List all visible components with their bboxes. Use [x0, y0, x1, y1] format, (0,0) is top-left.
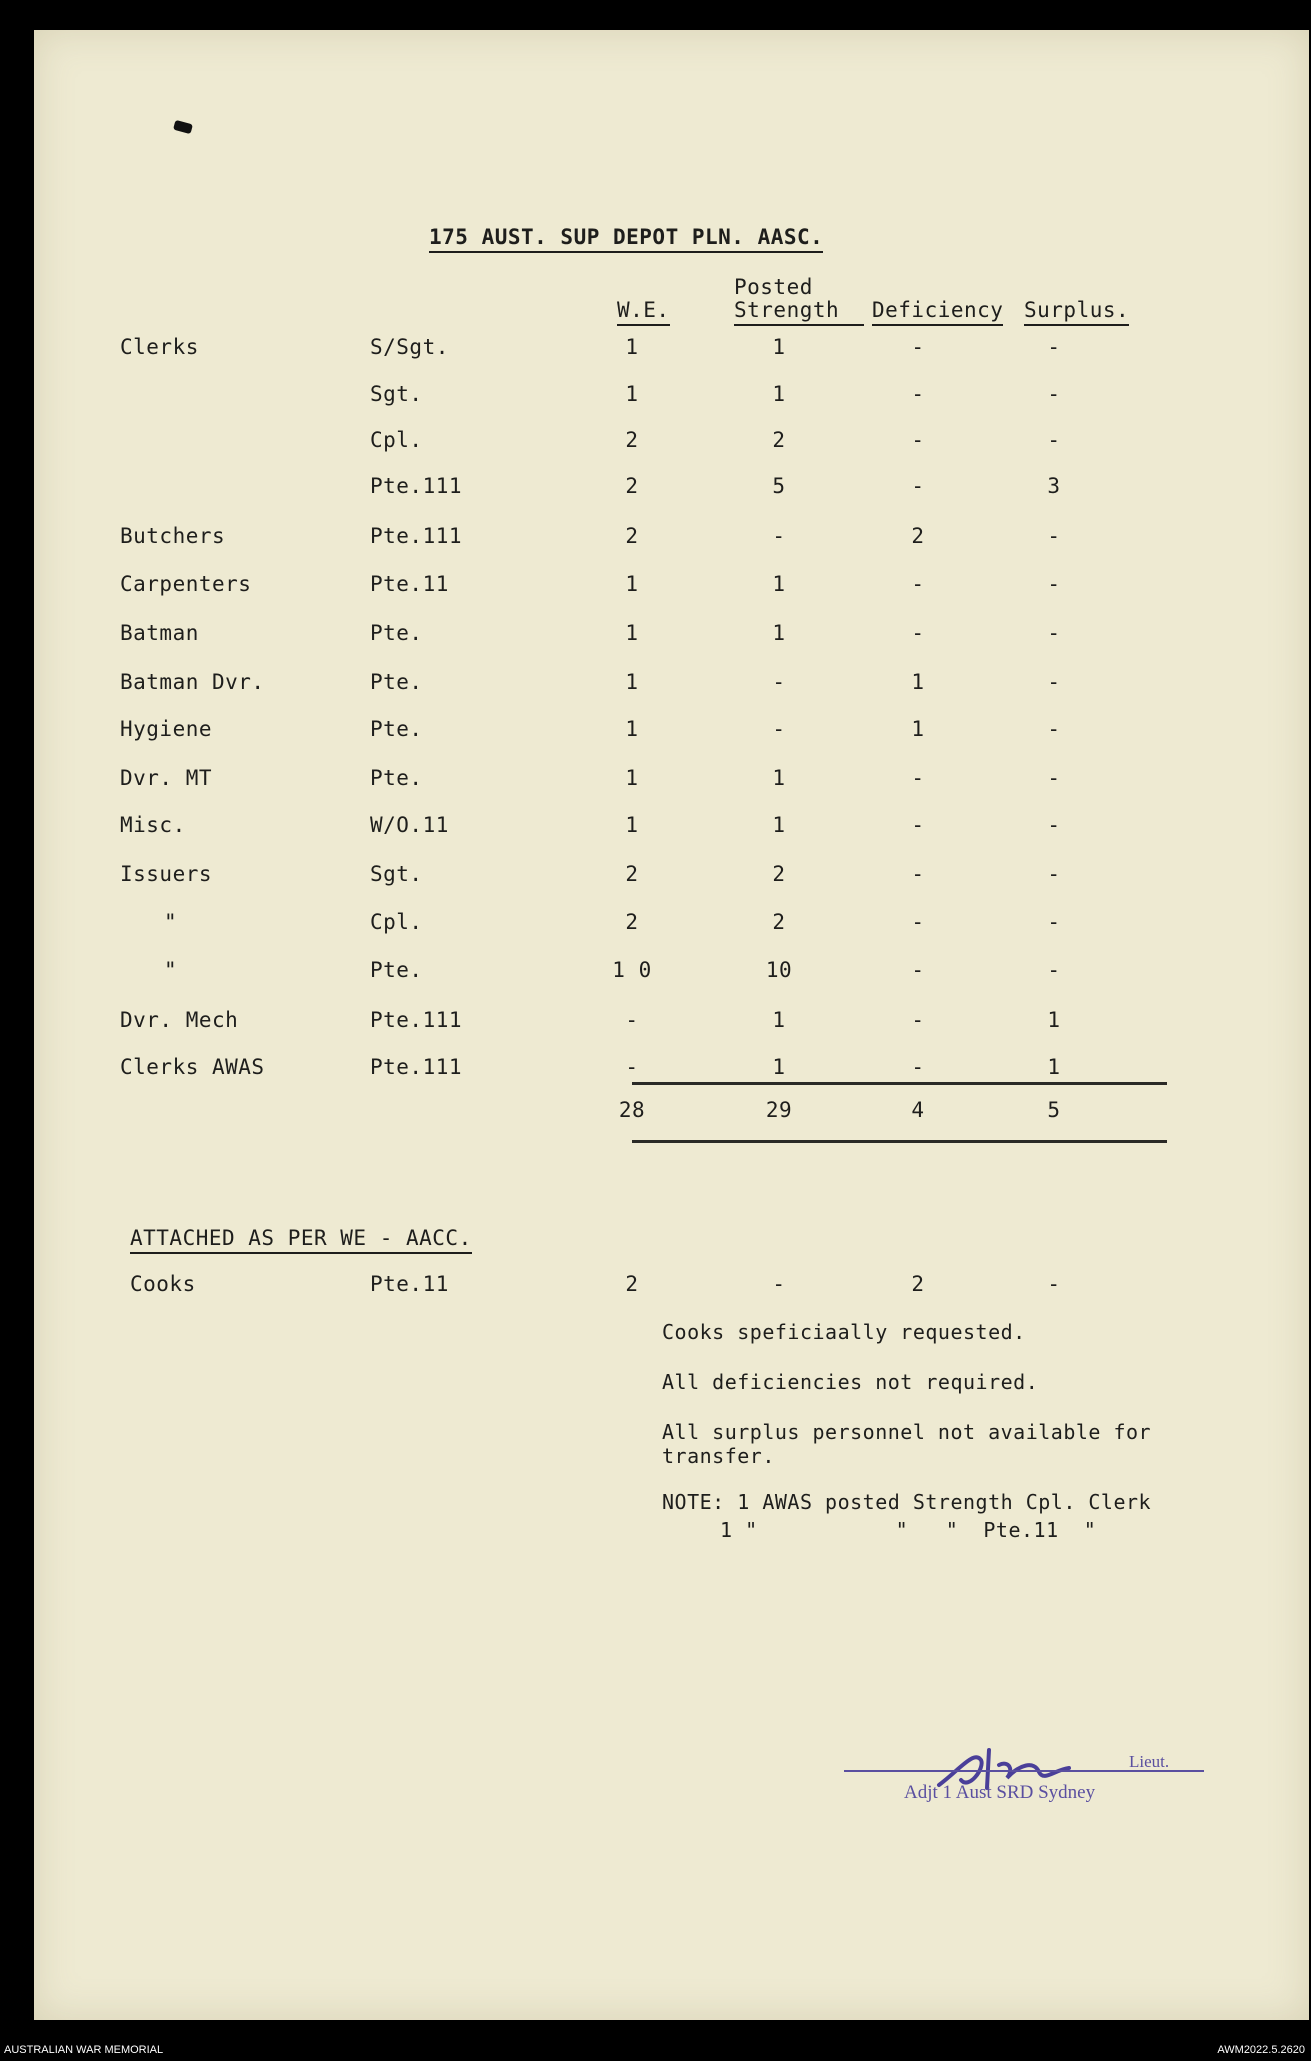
document-title: 175 AUST. SUP DEPOT PLN. AASC. — [429, 225, 823, 253]
col-header-we: W.E. — [617, 298, 670, 326]
cell-we: 1 — [625, 621, 639, 645]
cell-trade: Batman Dvr. — [120, 670, 265, 694]
cell-we: 1 — [625, 382, 639, 406]
cell-posted: 1 — [772, 572, 786, 596]
cell-posted: 1 — [772, 382, 786, 406]
cell-posted: 2 — [772, 910, 786, 934]
cell-we: 2 — [625, 474, 639, 498]
cell-rank: Cpl. — [370, 428, 423, 452]
cell-rank: Pte.111 — [370, 1055, 463, 1079]
cell-trade: Dvr. Mech — [120, 1008, 239, 1032]
cell-trade: Batman — [120, 621, 199, 645]
cell-deficiency: - — [911, 813, 925, 837]
cell-we: - — [625, 1055, 639, 1079]
cell-we: 1 — [625, 670, 639, 694]
cell-trade: " — [164, 910, 178, 934]
cell-we: 2 — [625, 428, 639, 452]
cell-posted: - — [772, 524, 786, 548]
cell-we: 2 — [625, 524, 639, 548]
cell-trade: Dvr. MT — [120, 766, 213, 790]
cell-deficiency: - — [911, 428, 925, 452]
cell-rank: Pte.111 — [370, 474, 463, 498]
total-posted: 29 — [765, 1098, 793, 1122]
cell-trade: " — [164, 958, 178, 982]
cell-deficiency: 1 — [911, 670, 925, 694]
attached-rank: Pte.11 — [370, 1272, 449, 1296]
cell-trade: Clerks AWAS — [120, 1055, 265, 1079]
cell-surplus: - — [1047, 335, 1061, 359]
cell-surplus: - — [1047, 621, 1061, 645]
totals-rule-top — [632, 1082, 1167, 1085]
cell-posted: 1 — [772, 1055, 786, 1079]
cell-posted: 1 — [772, 1008, 786, 1032]
note-awas-line1: NOTE: 1 AWAS posted Strength Cpl. Clerk — [662, 1490, 1152, 1514]
attached-deficiency: 2 — [911, 1272, 925, 1296]
col-header-posted-line1: Posted — [734, 275, 813, 299]
cell-rank: Pte. — [370, 958, 423, 982]
cell-rank: Pte. — [370, 766, 423, 790]
total-deficiency: 4 — [911, 1098, 925, 1122]
note-surplus-line1: All surplus personnel not available for — [662, 1420, 1152, 1444]
cell-surplus: - — [1047, 524, 1061, 548]
cell-surplus: 3 — [1047, 474, 1061, 498]
cell-rank: W/O.11 — [370, 813, 449, 837]
ink-blot — [173, 120, 193, 134]
cell-surplus: - — [1047, 670, 1061, 694]
cell-trade: Carpenters — [120, 572, 252, 596]
attached-surplus: - — [1047, 1272, 1061, 1296]
cell-surplus: - — [1047, 813, 1061, 837]
cell-we: - — [625, 1008, 639, 1032]
totals-rule-bottom — [632, 1140, 1167, 1143]
cell-surplus: - — [1047, 862, 1061, 886]
cell-posted: 2 — [772, 862, 786, 886]
cell-rank: Cpl. — [370, 910, 423, 934]
note-surplus-line2: transfer. — [662, 1444, 775, 1468]
signature-rank: Lieut. — [1129, 1752, 1170, 1771]
cell-rank: Pte. — [370, 717, 423, 741]
cell-posted: 2 — [772, 428, 786, 452]
cell-posted: 1 — [772, 766, 786, 790]
archive-footer — [0, 2041, 1311, 2061]
cell-trade: Issuers — [120, 862, 213, 886]
cell-deficiency: - — [911, 766, 925, 790]
cell-trade: Butchers — [120, 524, 226, 548]
cell-surplus: - — [1047, 910, 1061, 934]
col-header-surplus: Surplus. — [1024, 298, 1129, 326]
cell-rank: Pte.111 — [370, 524, 463, 548]
cell-posted: 1 — [772, 621, 786, 645]
cell-rank: Pte. — [370, 621, 423, 645]
cell-posted: 1 — [772, 813, 786, 837]
note-awas-line2: 1 " " " Pte.11 " — [720, 1518, 1097, 1542]
attached-we: 2 — [625, 1272, 639, 1296]
cell-trade: Misc. — [120, 813, 186, 837]
cell-posted: - — [772, 670, 786, 694]
cell-deficiency: - — [911, 335, 925, 359]
cell-deficiency: 1 — [911, 717, 925, 741]
cell-surplus: - — [1047, 766, 1061, 790]
cell-we: 1 — [625, 717, 639, 741]
footer-accession-number: AWM2022.5.2620 — [1217, 2044, 1305, 2056]
cell-surplus: - — [1047, 428, 1061, 452]
col-header-deficiency: Deficiency — [872, 298, 1003, 326]
cell-surplus: - — [1047, 958, 1061, 982]
cell-we: 1 — [625, 766, 639, 790]
cell-rank: Pte. — [370, 670, 423, 694]
cell-rank: Pte.11 — [370, 572, 449, 596]
cell-deficiency: - — [911, 862, 925, 886]
note-deficiencies: All deficiencies not required. — [662, 1370, 1039, 1394]
footer-institution: AUSTRALIAN WAR MEMORIAL — [4, 2044, 164, 2056]
cell-we: 2 — [625, 910, 639, 934]
cell-surplus: - — [1047, 382, 1061, 406]
document-page — [34, 30, 1309, 2020]
cell-we: 1 — [625, 335, 639, 359]
total-surplus: 5 — [1047, 1098, 1061, 1122]
attached-trade: Cooks — [130, 1272, 196, 1296]
cell-deficiency: - — [911, 910, 925, 934]
cell-trade: Hygiene — [120, 717, 213, 741]
cell-deficiency: - — [911, 1008, 925, 1032]
cell-rank: Sgt. — [370, 862, 423, 886]
cell-posted: - — [772, 717, 786, 741]
cell-trade: Clerks — [120, 335, 199, 359]
cell-surplus: 1 — [1047, 1008, 1061, 1032]
cell-deficiency: 2 — [911, 524, 925, 548]
cell-surplus: - — [1047, 572, 1061, 596]
cell-we: 1 — [625, 572, 639, 596]
cell-surplus: - — [1047, 717, 1061, 741]
cell-rank: S/Sgt. — [370, 335, 449, 359]
cell-deficiency: - — [911, 621, 925, 645]
cell-deficiency: - — [911, 1055, 925, 1079]
cell-deficiency: - — [911, 474, 925, 498]
cell-posted: 5 — [772, 474, 786, 498]
cell-we: 1 0 — [612, 958, 652, 982]
attached-heading: ATTACHED AS PER WE - AACC. — [130, 1226, 472, 1254]
col-header-posted-line2: Strength — [734, 298, 864, 326]
cell-deficiency: - — [911, 958, 925, 982]
signature-office-stamp: Adjt 1 Aust SRD Sydney — [904, 1782, 1096, 1803]
cell-we: 2 — [625, 862, 639, 886]
cell-posted: 10 — [765, 958, 793, 982]
cell-surplus: 1 — [1047, 1055, 1061, 1079]
cell-rank: Sgt. — [370, 382, 423, 406]
cell-we: 1 — [625, 813, 639, 837]
attached-posted: - — [772, 1272, 786, 1296]
note-cooks: Cooks speficiaally requested. — [662, 1320, 1026, 1344]
cell-deficiency: - — [911, 572, 925, 596]
cell-deficiency: - — [911, 382, 925, 406]
cell-rank: Pte.111 — [370, 1008, 463, 1032]
cell-posted: 1 — [772, 335, 786, 359]
total-we: 28 — [618, 1098, 646, 1122]
